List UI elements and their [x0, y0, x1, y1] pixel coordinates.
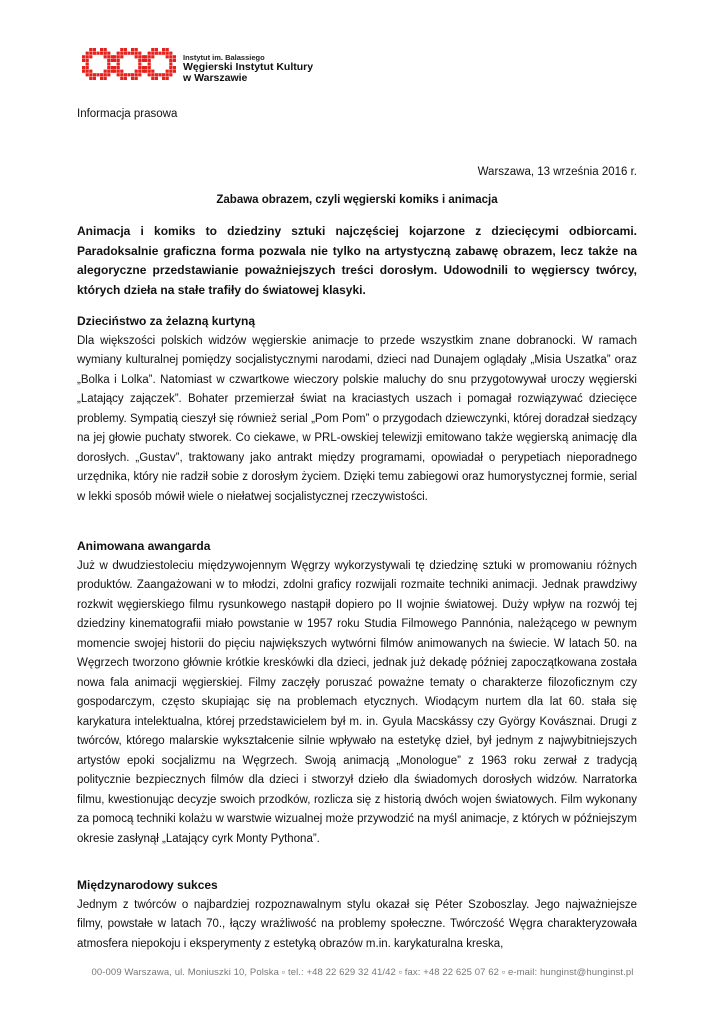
section-body: Dla większości polskich widzów węgierskie animacje to przede wszystkim znane dobranocki. W ramach wymiany kulturalnej pomiędzy socjalistycznymi narodami, dzieci nad Dunajem oglądały „Misia Uszatka” oraz „Bolka i Lolka”. Natomiast w czwartkowe wieczory polskie maluchy do snu przygotowywał uroczy węgierski „Latający zajączek”. Bohater przemierzał świat na kraciastych uszach i pomagał rozwiązywać dziecięce problemy. Sympatią cieszył się również serial „Pom Pom” o przygodach dziewczynki, której doradzał siedzący na jej głowie puchaty stworek. Co ciekawe, w PRL-owskiej telewizji emitowano także węgierską animację dla dorosłych. „Gustav”, traktowany jako antrakt między programami, opowiadał o perypetiach nieporadnego urzędnika, który nie radził sobie z dorosłym życiem. Dzięki temu zabiegowi oraz humorystycznej formie, serial w lekki sposób mówił wiele o niełatwej socjalistycznej rzeczywistości. — [77, 334, 637, 503]
logo-flower-3 — [144, 48, 176, 80]
section-body: Jednym z twórców o najbardziej rozpoznawalnym stylu okazał się Péter Szoboszlay. Jego najważniejsze filmy, powstałe w latach 70., łączy wrażliwość na problemy społeczne. Twórczość Węgra charakteryzowała atmosfera niepokoju i eksperymenty z estetyką obrazów m.in. karykaturalna kreska, — [77, 898, 637, 950]
press-label: Informacja prasowa — [77, 108, 178, 120]
section-childhood — [77, 312, 637, 507]
section-heading: Dzieciństwo za żelazną kurtyną — [77, 314, 256, 328]
document-title: Zabawa obrazem, czyli węgierski komiks i animacja — [216, 194, 498, 206]
section-international-success — [77, 876, 637, 954]
document-date: Warszawa, 13 września 2016 r. — [477, 166, 637, 178]
institute-name-line1: Węgierski Instytut Kultury — [183, 60, 314, 73]
logo-flower-2 — [113, 48, 145, 80]
section-heading: Międzynarodowy sukces — [77, 878, 218, 892]
section-body: Już w dwudziestoleciu międzywojennym Węgrzy wykorzystywali tę dziedzinę sztuki w promowaniu różnych produktów. Zaangażowani w to młodzi, zdolni graficy rozwijali rozmaite techniki animacji. Jednak prawdziwy rozkwit węgierskiego filmu rysunkowego nastąpił dopiero po II wojnie światowej. Duży wpływ na rozwój tej dziedziny kinematografii miało powstanie w 1957 roku Studia Filmowego Pannónia, należącego w pewnym momencie swojej historii do pięciu największych wytwórni filmów animowanych na świecie. W latach 50. na Węgrzech tworzono głównie krótkie kreskówki dla dzieci, jednak już dekadę później zapoczątkowana została nowa fala animacji węgierskiej. Filmy zaczęły poruszać poważne tematy o charakterze filozoficznym czy gospodarczym, często skupiając się na problemach etycznych. Wiodącym nurtem dla lat 60. stała się karykatura intelektualna, której przedstawicielem był m. in. Gyula Macskássy czy György Kovásznai. Drugi z twórców, którego malarskie wykształcenie silnie wpływało na estetykę dzieł, był jednym z najwybitniejszych artystów epoki socjalizmu na Węgrzech. Swoją animacją „Monologue” z 1963 roku zerwał z tradycją politycznie bezpiecznych filmów dla dzieci i stworzył dzieło dla świadomych dorosłych widzów. Narratorka filmu, kwestionując decyzje swoich przodków, rozlicza się z historią dwóch wojen światowych. Film wykonany za pomocą techniki kolażu w warstwie wizualnej może przywodzić na myśl animacje, z których w późniejszym okresie zasłynął „Latający cyrk Monty Pythona”. — [77, 559, 637, 845]
logo-flower-1 — [82, 48, 114, 80]
section-avantgarde — [77, 537, 637, 849]
section-heading: Animowana awangarda — [77, 539, 211, 553]
lead-paragraph: Animacja i komiks to dziedziny sztuki najczęściej kojarzone z dziecięcymi odbiorcami. Paradoksalnie graficzna forma pozwala nie tylko na artystyczną zabawę obrazem, lecz także na alegoryczne przedstawianie poważniejszych treści dorosłym. Udowodnili to węgierscy twórcy, których dzieła na stałe trafiły do światowej klasyki. — [77, 224, 637, 297]
institute-name-line2: w Warszawie — [183, 71, 248, 84]
institute-small-name: Instytut im. Balassiego — [183, 53, 265, 62]
institute-logo — [82, 46, 176, 82]
institute-name — [183, 54, 313, 84]
footer-contact: 00-009 Warszawa, ul. Moniuszki 10, Polska ▫ tel.: +48 22 629 32 41/42 ▫ fax: +48 22 625 07 62 ▫ e-mail: hunginst@hunginst.pl — [91, 967, 634, 978]
